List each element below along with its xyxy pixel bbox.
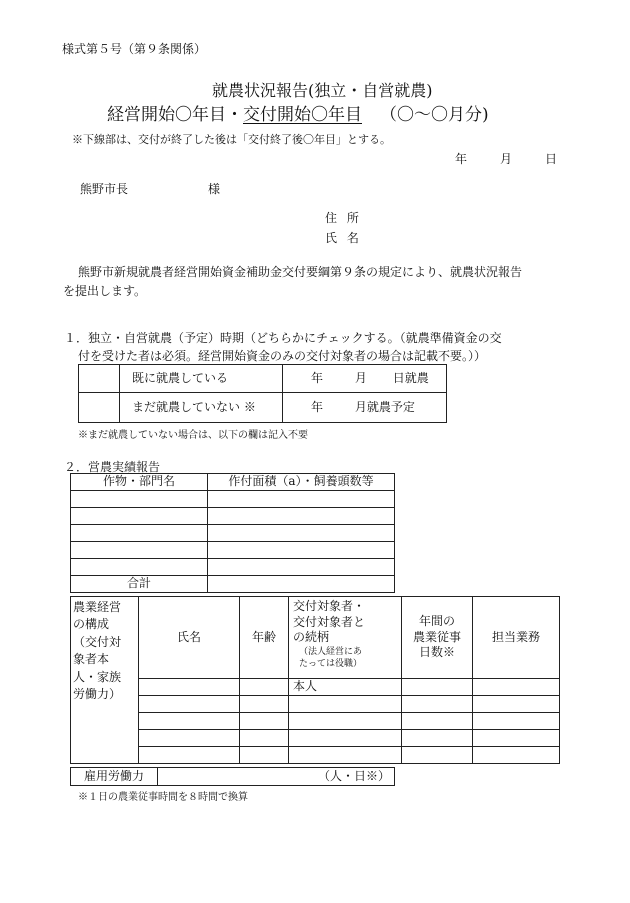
not-yet-farming-date-cell[interactable]: 年 月就農予定 [283,393,447,423]
col-crop-header: 作物・部門名 [71,474,208,491]
area-cell[interactable] [208,559,395,576]
days-cell[interactable] [402,747,473,764]
area-cell[interactable] [208,508,395,525]
section1-heading-line2: 付を受けた者は必須。経営開始資金のみの交付対象者の場合は記載不要。）） [78,349,487,363]
area-cell[interactable] [208,542,395,559]
name-cell[interactable] [139,730,240,747]
age-cell[interactable] [240,696,289,713]
employed-labor-cell[interactable] [158,768,395,786]
body-text-line1: 熊野市新規就農者経営開始資金補助金交付要綱第９条の規定により、就農状況報告 [78,265,523,279]
duty-cell[interactable] [473,747,560,764]
structure-label-cell: 農業経営 の構成 （交付対 象者本 人・家族 労働力） [71,597,139,764]
crop-cell[interactable] [71,525,208,542]
crop-table [70,473,395,593]
duty-cell[interactable] [473,696,560,713]
title-line2 [107,100,489,125]
addressee-sama: 様 [208,182,221,196]
col-relation-header: 交付対象者・ 交付対象者と の続柄 （法人経営にあ たっては役職） [289,597,402,679]
name-cell[interactable] [139,747,240,764]
title-part-a: 経営開始〇年目・ [107,105,243,125]
days-cell[interactable] [402,713,473,730]
label-not-yet-farming: まだ就農していない ※ [120,393,283,423]
age-cell[interactable] [240,713,289,730]
section2-footnote: ※１日の農業従事時間を８時間で換算 [78,792,248,803]
section1-heading-line1: １．独立・自営就農（予定）時期（どちらかにチェックする。（就農準備資金の交 [64,331,502,345]
duty-cell[interactable] [473,713,560,730]
title-line1: 就農状況報告(独立・自営就農) [212,81,433,100]
date-day: 日 [545,152,558,166]
name-cell[interactable] [139,696,240,713]
area-cell[interactable] [208,525,395,542]
title-part-c: （〇～〇月分) [380,105,489,125]
col-area-header: 作付面積（a）・飼養頭数等 [208,474,395,491]
relation-cell-self: 本人 [289,679,402,696]
days-cell[interactable] [402,696,473,713]
days-cell[interactable] [402,730,473,747]
col-name-header: 氏名 [139,597,240,679]
crop-cell[interactable] [71,542,208,559]
section1-footnote: ※まだ就農していない場合は、以下の欄は記入不要 [78,430,308,441]
relation-cell[interactable] [289,696,402,713]
col-duty-header: 担当業務 [473,597,560,679]
label-already-farming: 既に就農している [120,365,283,393]
title-note: ※下線部は、交付が終了した後は「交付終了後〇年目」とする。 [72,133,391,146]
name-label: 氏 名 [325,231,359,245]
date-month: 月 [500,152,513,166]
days-cell[interactable] [402,679,473,696]
area-cell[interactable] [208,491,395,508]
crop-cell[interactable] [71,559,208,576]
body-text-line2: を提出します。 [63,284,147,298]
relation-cell[interactable] [289,747,402,764]
name-cell[interactable] [139,713,240,730]
duty-cell[interactable] [473,730,560,747]
title-part-b-underlined: 交付開始〇年目 [243,105,362,125]
address-label: 住 所 [325,211,359,225]
crop-cell[interactable] [71,491,208,508]
employed-unit: （人・日※） [317,768,390,783]
col-days-header: 年間の 農業従事 日数※ [402,597,473,679]
employed-labor-table [70,767,395,786]
form-number: 様式第５号（第９条関係） [62,42,207,56]
relation-cell[interactable] [289,713,402,730]
date-year: 年 [455,152,468,166]
already-farming-date-cell[interactable]: 年 月 日就農 [283,365,447,393]
relation-cell[interactable] [289,730,402,747]
checkbox-already-farming[interactable] [79,365,120,393]
farming-start-table [78,364,447,423]
total-label: 合計 [71,576,208,593]
name-cell[interactable] [139,679,240,696]
section2-heading: ２．営農実績報告 [64,460,161,474]
age-cell[interactable] [240,747,289,764]
crop-cell[interactable] [71,508,208,525]
col-age-header: 年齢 [240,597,289,679]
age-cell[interactable] [240,679,289,696]
labor-structure-table [70,596,560,764]
age-cell[interactable] [240,730,289,747]
addressee: 熊野市長 [80,182,129,196]
employed-label: 雇用労働力 [71,768,158,786]
duty-cell[interactable] [473,679,560,696]
checkbox-not-yet-farming[interactable] [79,393,120,423]
total-area-cell[interactable] [208,576,395,593]
